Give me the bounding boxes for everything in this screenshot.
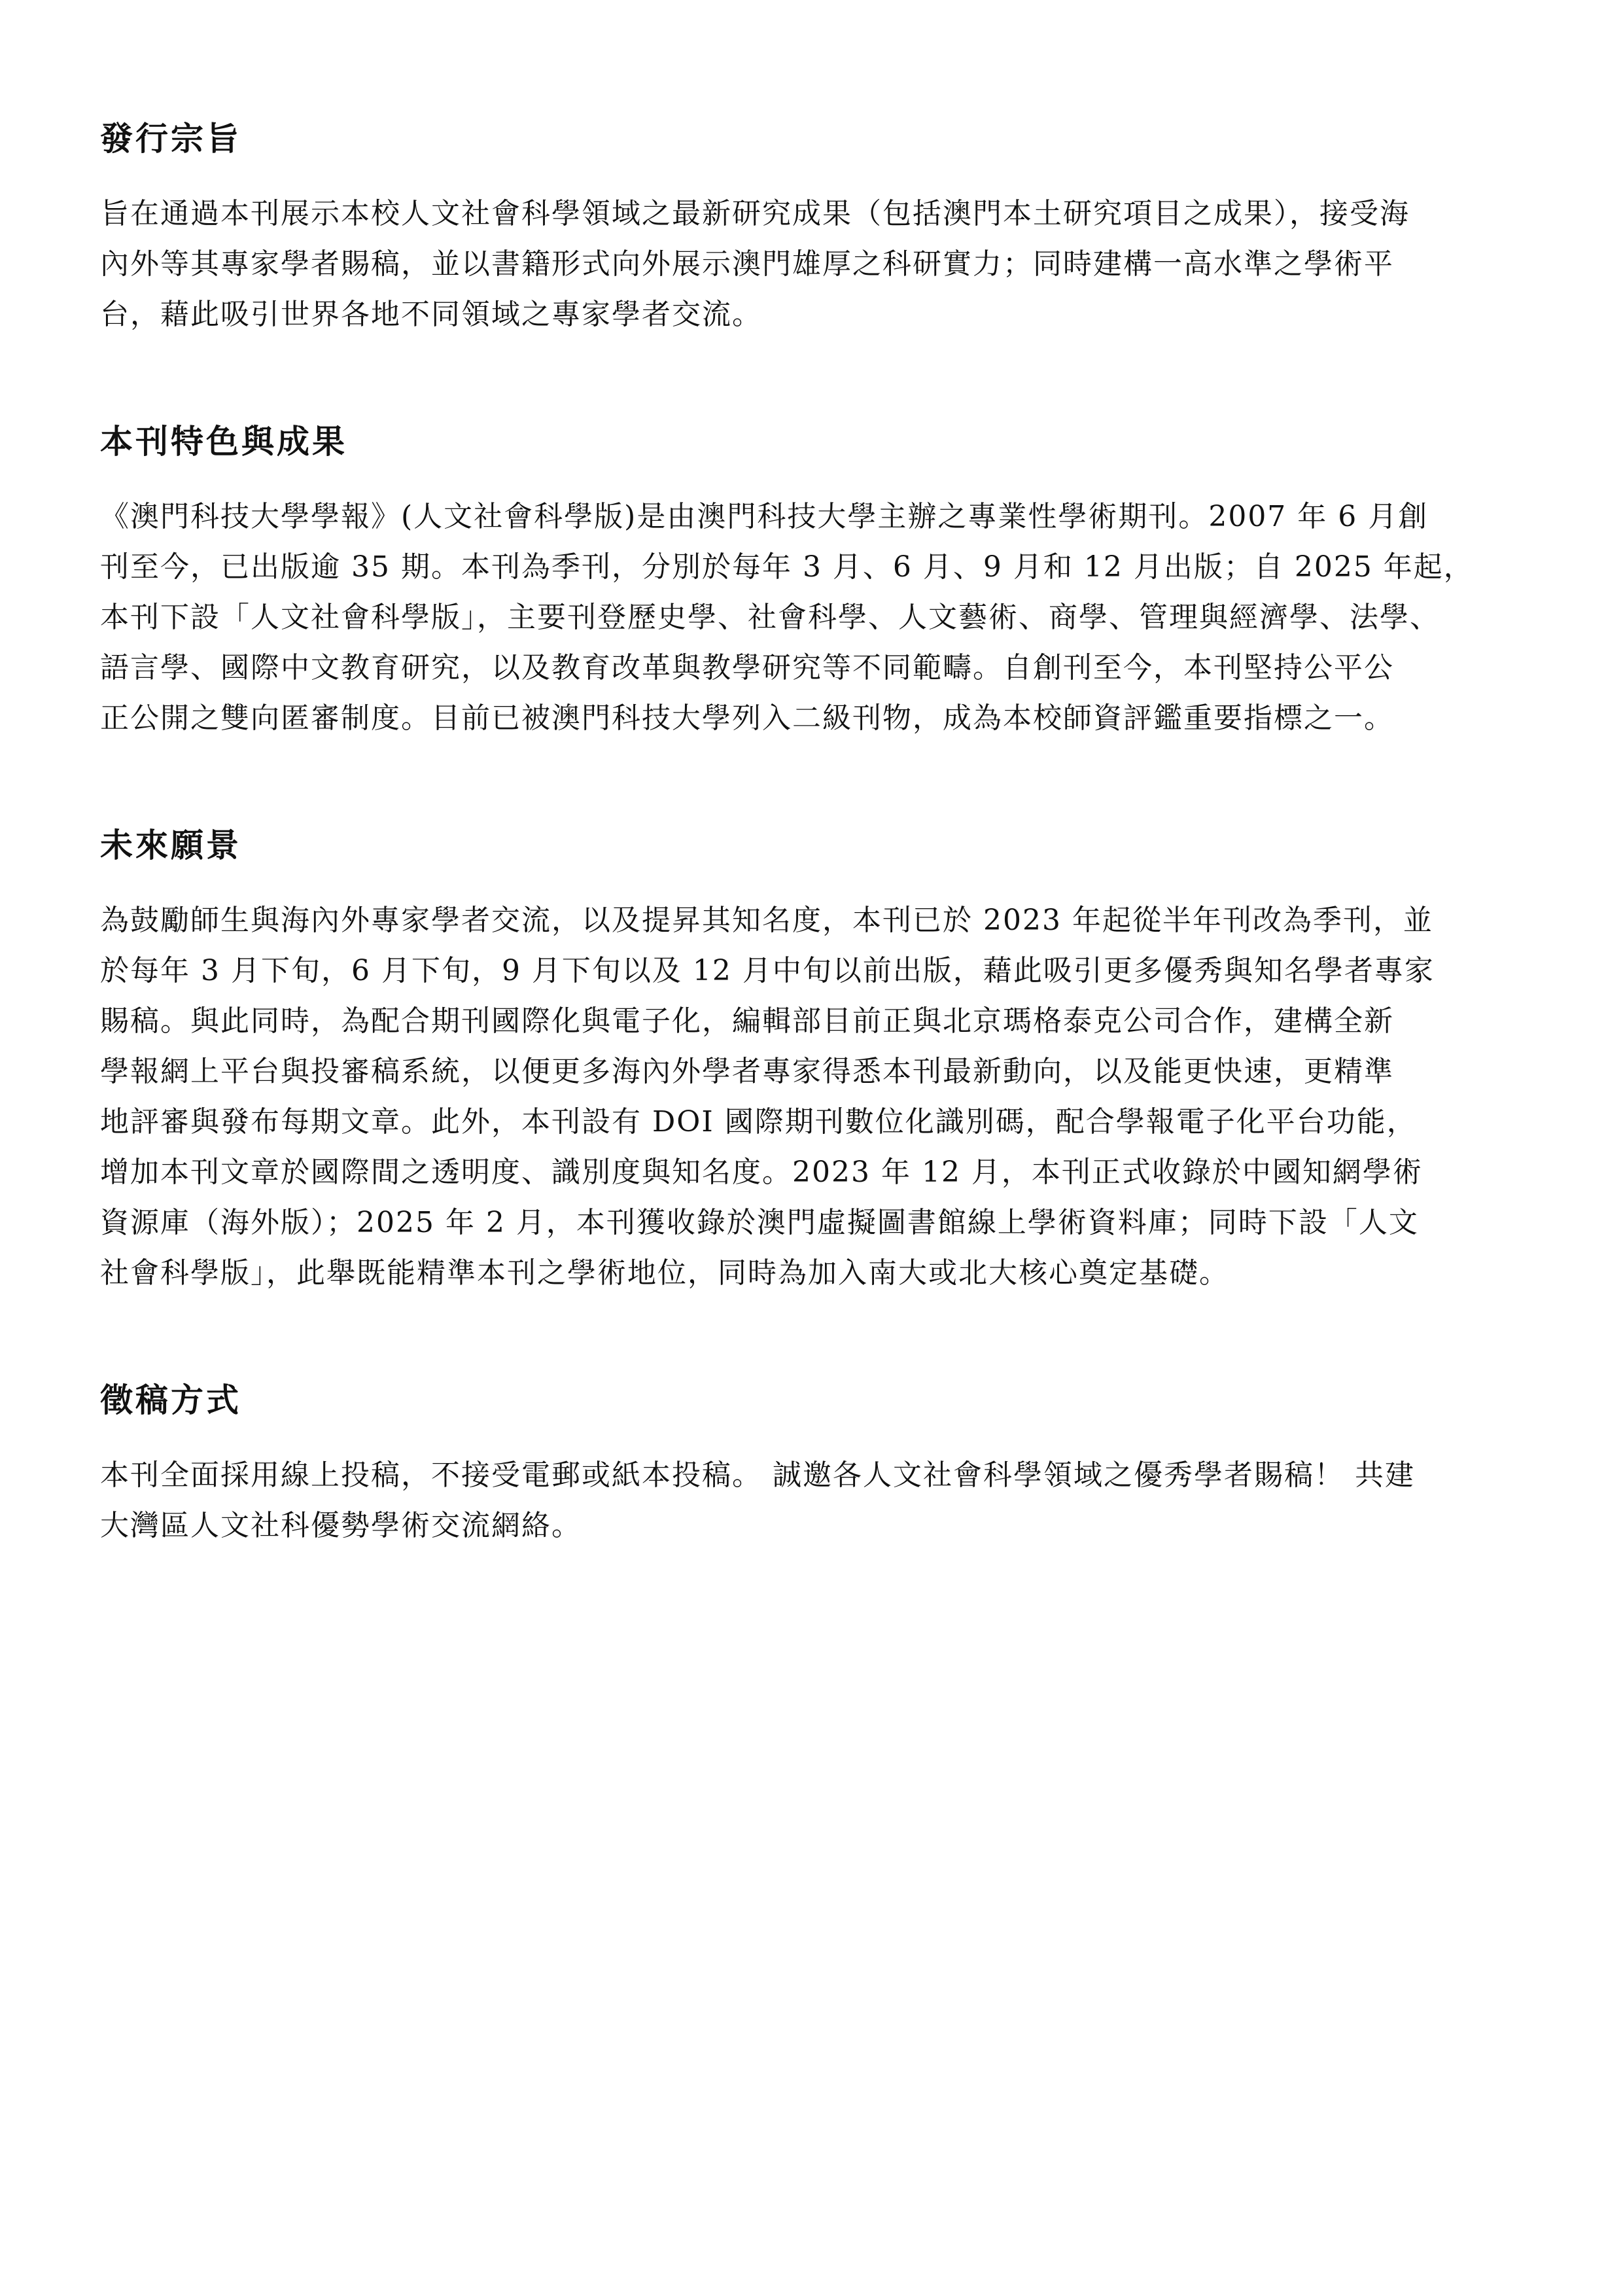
text-line: 於每年 3 月下旬，6 月下旬，9 月下旬以及 12 月中旬以前出版，藉此吸引更多優秀與知名學者專家 [100, 954, 1435, 987]
text-line: 資源庫（海外版）；2025 年 2 月，本刊獲收錄於澳門虛擬圖書館線上學術資料庫；同時下設「人文 [100, 1206, 1419, 1239]
document-page [100, 118, 1539, 1551]
section-submission [100, 1379, 1539, 1551]
text-line: 賜稿。與此同時，為配合期刊國際化與電子化，編輯部目前正與北京瑪格泰克公司合作，建構全新 [100, 1004, 1394, 1038]
section-heading: 未來願景 [100, 826, 241, 864]
section-body [100, 491, 1539, 743]
section-heading: 本刊特色與成果 [100, 423, 347, 461]
text-line: 語言學、國際中文教育研究，以及教育改革與教學研究等不同範疇。自創刊至今，本刊堅持公平公 [100, 651, 1394, 684]
text-line: 旨在通過本刊展示本校人文社會科學領域之最新研究成果（包括澳門本土研究項目之成果），接受海 [100, 197, 1410, 230]
section-body [100, 1450, 1539, 1551]
text-line: 內外等其專家學者賜稿，並以書籍形式向外展示澳門雄厚之科研實力；同時建構一高水準之學術平 [100, 247, 1394, 281]
text-line: 學報網上平台與投審稿系統，以便更多海內外學者專家得悉本刊最新動向，以及能更快速，更精準 [100, 1055, 1394, 1088]
text-line: 台，藉此吸引世界各地不同領域之專家學者交流。 [100, 298, 762, 331]
section-heading: 發行宗旨 [100, 120, 241, 158]
text-line: 《澳門科技大學學報》(人文社會科學版)是由澳門科技大學主辦之專業性學術期刊。2007 年 6 月創 [100, 500, 1429, 533]
text-line: 為鼓勵師生與海內外專家學者交流，以及提昇其知名度，本刊已於 2023 年起從半年刊改為季刊，並 [100, 904, 1433, 937]
section-features [100, 421, 1539, 743]
text-line: 本刊全面採用線上投稿，不接受電郵或紙本投稿。 誠邀各人文社會科學領域之優秀學者賜稿！ 共建 [100, 1458, 1415, 1492]
text-line: 正公開之雙向匿審制度。目前已被澳門科技大學列入二級刊物，成為本校師資評鑑重要指標之一。 [100, 701, 1394, 735]
section-vision [100, 824, 1539, 1298]
text-line: 增加本刊文章於國際間之透明度、識別度與知名度。2023 年 12 月，本刊正式收錄於中國知網學術 [100, 1156, 1423, 1189]
section-heading: 徵稿方式 [100, 1381, 241, 1419]
text-line: 地評審與發布每期文章。此外，本刊設有 DOI 國際期刊數位化識別碼，配合學報電子化平台功能， [100, 1105, 1417, 1139]
text-line: 大灣區人文社科優勢學術交流網絡。 [100, 1509, 582, 1542]
section-body [100, 188, 1539, 340]
section-body [100, 895, 1539, 1298]
section-purpose [100, 118, 1539, 340]
text-line: 本刊下設「人文社會科學版」，主要刊登歷史學、社會科學、人文藝術、商學、管理與經濟學、法學、 [100, 601, 1440, 634]
text-line: 刊至今，已出版逾 35 期。本刊為季刊，分別於每年 3 月、6 月、9 月和 12 月出版；自 2025 年起， [100, 550, 1474, 584]
text-line: 社會科學版」，此舉既能精準本刊之學術地位，同時為加入南大或北大核心奠定基礎。 [100, 1256, 1229, 1290]
